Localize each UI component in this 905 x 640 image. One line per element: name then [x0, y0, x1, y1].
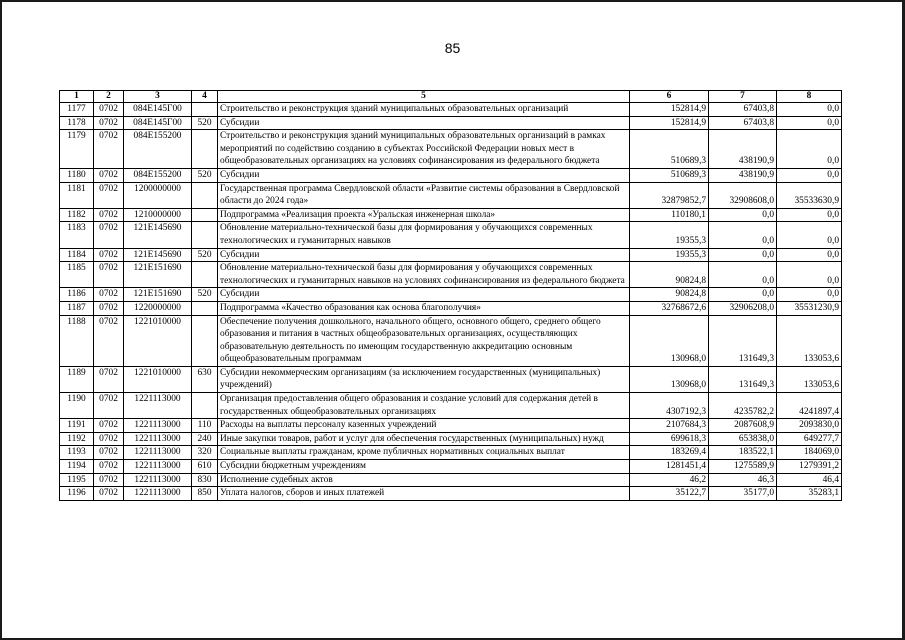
row-number-cell: 1178	[60, 116, 94, 130]
item-name-cell: Подпрограмма «Реализация проекта «Уральская инженерная школа»	[218, 208, 630, 222]
page-number: 85	[444, 40, 461, 56]
table-row	[60, 393, 842, 419]
expense-type-code-cell	[192, 103, 218, 117]
section-code-cell: 0702	[94, 116, 124, 130]
item-name-cell: Организация предоставления общего образования и создание условий для содержания детей в государственных общеобразовательных организациях	[218, 393, 630, 419]
expense-type-code-cell: 610	[192, 460, 218, 474]
amount-year1-cell: 510689,3	[630, 168, 709, 182]
target-article-code-cell: 1221113000	[124, 473, 192, 487]
item-name-cell: Обновление материально-технической базы для формирования у обучающихся современных технологических и гуманитарных навыков	[218, 222, 630, 248]
row-number-cell: 1184	[60, 248, 94, 262]
item-name-cell: Субсидии	[218, 288, 630, 302]
amount-year3-cell: 0,0	[777, 262, 842, 288]
table-row	[60, 222, 842, 248]
amount-year1-cell: 110180,1	[630, 208, 709, 222]
row-number-cell: 1185	[60, 262, 94, 288]
amount-year3-cell: 0,0	[777, 288, 842, 302]
target-article-code-cell: 1210000000	[124, 208, 192, 222]
item-name-cell: Субсидии	[218, 248, 630, 262]
amount-year2-cell: 67403,8	[709, 103, 777, 117]
expense-type-code-cell	[192, 130, 218, 169]
section-code-cell: 0702	[94, 103, 124, 117]
target-article-code-cell: 084E145Г00	[124, 116, 192, 130]
amount-year2-cell: 46,3	[709, 473, 777, 487]
row-number-cell: 1182	[60, 208, 94, 222]
amount-year2-cell: 438190,9	[709, 168, 777, 182]
row-number-cell: 1189	[60, 366, 94, 392]
table-row	[60, 487, 842, 501]
expense-type-code-cell: 520	[192, 116, 218, 130]
amount-year1-cell: 19355,3	[630, 222, 709, 248]
amount-year1-cell: 130968,0	[630, 315, 709, 366]
expense-type-code-cell: 520	[192, 168, 218, 182]
amount-year3-cell: 133053,6	[777, 366, 842, 392]
expense-type-code-cell: 830	[192, 473, 218, 487]
row-number-cell: 1190	[60, 393, 94, 419]
amount-year1-cell: 4307192,3	[630, 393, 709, 419]
amount-year3-cell: 133053,6	[777, 315, 842, 366]
section-code-cell: 0702	[94, 393, 124, 419]
amount-year1-cell: 90824,8	[630, 262, 709, 288]
section-code-cell: 0702	[94, 432, 124, 446]
amount-year1-cell: 46,2	[630, 473, 709, 487]
amount-year3-cell: 2093830,0	[777, 419, 842, 433]
target-article-code-cell: 1221113000	[124, 460, 192, 474]
amount-year3-cell: 0,0	[777, 130, 842, 169]
target-article-code-cell: 1200000000	[124, 182, 192, 208]
item-name-cell: Строительство и реконструкция зданий муниципальных образовательных организаций в рамках мероприятий по содействию созданию в субъектах Российской Федерации новых мест в общеобразовательных организациях на условиях софинансирования из федерального бюджета	[218, 130, 630, 169]
amount-year2-cell: 32908608,0	[709, 182, 777, 208]
item-name-cell: Обновление материально-технической базы для формирования у обучающихся современных технологических и гуманитарных навыков на условиях софинансирования из федерального бюджета	[218, 262, 630, 288]
amount-year2-cell: 2087608,9	[709, 419, 777, 433]
section-code-cell: 0702	[94, 473, 124, 487]
row-number-cell: 1188	[60, 315, 94, 366]
expense-type-code-cell	[192, 208, 218, 222]
amount-year1-cell: 32879852,7	[630, 182, 709, 208]
amount-year2-cell: 0,0	[709, 208, 777, 222]
expense-type-code-cell	[192, 262, 218, 288]
target-article-code-cell: 1221113000	[124, 487, 192, 501]
amount-year3-cell: 1279391,2	[777, 460, 842, 474]
amount-year2-cell: 131649,3	[709, 315, 777, 366]
header-cell: 5	[218, 91, 630, 103]
amount-year3-cell: 35283,1	[777, 487, 842, 501]
table-row	[60, 288, 842, 302]
amount-year2-cell: 438190,9	[709, 130, 777, 169]
table-row	[60, 473, 842, 487]
amount-year2-cell: 0,0	[709, 262, 777, 288]
expense-type-code-cell	[192, 315, 218, 366]
amount-year3-cell: 0,0	[777, 222, 842, 248]
row-number-cell: 1192	[60, 432, 94, 446]
amount-year2-cell: 1275589,9	[709, 460, 777, 474]
table-row	[60, 262, 842, 288]
header-cell: 4	[192, 91, 218, 103]
table-row	[60, 130, 842, 169]
item-name-cell: Государственная программа Свердловской области «Развитие системы образования в Свердловской области до 2024 года»	[218, 182, 630, 208]
expense-type-code-cell: 630	[192, 366, 218, 392]
amount-year3-cell: 0,0	[777, 103, 842, 117]
target-article-code-cell: 1221010000	[124, 366, 192, 392]
expense-type-code-cell: 520	[192, 288, 218, 302]
expense-type-code-cell: 520	[192, 248, 218, 262]
section-code-cell: 0702	[94, 366, 124, 392]
table-row	[60, 182, 842, 208]
row-number-cell: 1181	[60, 182, 94, 208]
amount-year2-cell: 35177,0	[709, 487, 777, 501]
row-number-cell: 1186	[60, 288, 94, 302]
table-row	[60, 366, 842, 392]
item-name-cell: Расходы на выплаты персоналу казенных учреждений	[218, 419, 630, 433]
header-cell: 8	[777, 91, 842, 103]
section-code-cell: 0702	[94, 487, 124, 501]
amount-year1-cell: 90824,8	[630, 288, 709, 302]
expense-type-code-cell	[192, 301, 218, 315]
section-code-cell: 0702	[94, 182, 124, 208]
row-number-cell: 1193	[60, 446, 94, 460]
amount-year1-cell: 699618,3	[630, 432, 709, 446]
table-row	[60, 301, 842, 315]
row-number-cell: 1177	[60, 103, 94, 117]
target-article-code-cell: 084E155200	[124, 168, 192, 182]
item-name-cell: Уплата налогов, сборов и иных платежей	[218, 487, 630, 501]
amount-year1-cell: 35122,7	[630, 487, 709, 501]
amount-year1-cell: 183269,4	[630, 446, 709, 460]
header-cell: 7	[709, 91, 777, 103]
target-article-code-cell: 121E151690	[124, 288, 192, 302]
amount-year1-cell: 2107684,3	[630, 419, 709, 433]
target-article-code-cell: 1221010000	[124, 315, 192, 366]
header-cell: 3	[124, 91, 192, 103]
amount-year2-cell: 32906208,0	[709, 301, 777, 315]
amount-year2-cell: 0,0	[709, 222, 777, 248]
row-number-cell: 1196	[60, 487, 94, 501]
section-code-cell: 0702	[94, 446, 124, 460]
table-row	[60, 446, 842, 460]
amount-year3-cell: 4241897,4	[777, 393, 842, 419]
amount-year3-cell: 46,4	[777, 473, 842, 487]
item-name-cell: Исполнение судебных актов	[218, 473, 630, 487]
header-row	[60, 91, 842, 103]
section-code-cell: 0702	[94, 460, 124, 474]
section-code-cell: 0702	[94, 301, 124, 315]
amount-year1-cell: 1281451,4	[630, 460, 709, 474]
header-cell: 1	[60, 91, 94, 103]
row-number-cell: 1183	[60, 222, 94, 248]
table-row	[60, 208, 842, 222]
section-code-cell: 0702	[94, 288, 124, 302]
scan-border-left	[0, 0, 2, 640]
header-cell: 6	[630, 91, 709, 103]
amount-year1-cell: 19355,3	[630, 248, 709, 262]
amount-year3-cell: 35531230,9	[777, 301, 842, 315]
section-code-cell: 0702	[94, 262, 124, 288]
amount-year3-cell: 649277,7	[777, 432, 842, 446]
amount-year3-cell: 0,0	[777, 168, 842, 182]
amount-year1-cell: 152814,9	[630, 103, 709, 117]
table-row	[60, 432, 842, 446]
section-code-cell: 0702	[94, 248, 124, 262]
row-number-cell: 1179	[60, 130, 94, 169]
expense-type-code-cell	[192, 222, 218, 248]
amount-year1-cell: 130968,0	[630, 366, 709, 392]
row-number-cell: 1195	[60, 473, 94, 487]
item-name-cell: Социальные выплаты гражданам, кроме публичных нормативных социальных выплат	[218, 446, 630, 460]
section-code-cell: 0702	[94, 130, 124, 169]
table-row	[60, 116, 842, 130]
expense-type-code-cell: 320	[192, 446, 218, 460]
amount-year3-cell: 0,0	[777, 208, 842, 222]
section-code-cell: 0702	[94, 208, 124, 222]
section-code-cell: 0702	[94, 222, 124, 248]
target-article-code-cell: 121E151690	[124, 262, 192, 288]
expense-type-code-cell	[192, 393, 218, 419]
item-name-cell: Субсидии	[218, 116, 630, 130]
item-name-cell: Подпрограмма «Качество образования как основа благополучия»	[218, 301, 630, 315]
amount-year2-cell: 4235782,2	[709, 393, 777, 419]
item-name-cell: Иные закупки товаров, работ и услуг для обеспечения государственных (муниципальных) нужд	[218, 432, 630, 446]
section-code-cell: 0702	[94, 168, 124, 182]
section-code-cell: 0702	[94, 419, 124, 433]
target-article-code-cell: 1221113000	[124, 432, 192, 446]
amount-year2-cell: 67403,8	[709, 116, 777, 130]
target-article-code-cell: 1220000000	[124, 301, 192, 315]
row-number-cell: 1180	[60, 168, 94, 182]
target-article-code-cell: 084E155200	[124, 130, 192, 169]
amount-year1-cell: 32768672,6	[630, 301, 709, 315]
amount-year1-cell: 152814,9	[630, 116, 709, 130]
item-name-cell: Строительство и реконструкция зданий муниципальных образовательных организаций	[218, 103, 630, 117]
budget-table	[59, 90, 842, 501]
table-row	[60, 103, 842, 117]
section-code-cell: 0702	[94, 315, 124, 366]
table-row	[60, 248, 842, 262]
amount-year2-cell: 0,0	[709, 288, 777, 302]
scan-border-top	[0, 0, 905, 2]
table-row	[60, 460, 842, 474]
row-number-cell: 1191	[60, 419, 94, 433]
row-number-cell: 1187	[60, 301, 94, 315]
amount-year3-cell: 0,0	[777, 248, 842, 262]
amount-year3-cell: 184069,0	[777, 446, 842, 460]
amount-year3-cell: 0,0	[777, 116, 842, 130]
table-row	[60, 419, 842, 433]
table-row	[60, 315, 842, 366]
header-cell: 2	[94, 91, 124, 103]
target-article-code-cell: 084E145Г00	[124, 103, 192, 117]
target-article-code-cell: 1221113000	[124, 419, 192, 433]
row-number-cell: 1194	[60, 460, 94, 474]
target-article-code-cell: 1221113000	[124, 393, 192, 419]
item-name-cell: Обеспечение получения дошкольного, начального общего, основного общего, среднего общего образования и питания в частных общеобразовательных организациях, осуществляющих образовательную деятельность по имеющим государственную аккредитацию основным общеобразовательным программам	[218, 315, 630, 366]
amount-year3-cell: 35533630,9	[777, 182, 842, 208]
expense-type-code-cell: 110	[192, 419, 218, 433]
amount-year1-cell: 510689,3	[630, 130, 709, 169]
item-name-cell: Субсидии	[218, 168, 630, 182]
amount-year2-cell: 131649,3	[709, 366, 777, 392]
amount-year2-cell: 183522,1	[709, 446, 777, 460]
expense-type-code-cell: 240	[192, 432, 218, 446]
item-name-cell: Субсидии некоммерческим организациям (за исключением государственных (муниципальных) учреждений)	[218, 366, 630, 392]
amount-year2-cell: 653838,0	[709, 432, 777, 446]
amount-year2-cell: 0,0	[709, 248, 777, 262]
target-article-code-cell: 1221113000	[124, 446, 192, 460]
expense-type-code-cell	[192, 182, 218, 208]
expense-type-code-cell: 850	[192, 487, 218, 501]
item-name-cell: Субсидии бюджетным учреждениям	[218, 460, 630, 474]
table-row	[60, 168, 842, 182]
target-article-code-cell: 121E145690	[124, 222, 192, 248]
target-article-code-cell: 121E145690	[124, 248, 192, 262]
